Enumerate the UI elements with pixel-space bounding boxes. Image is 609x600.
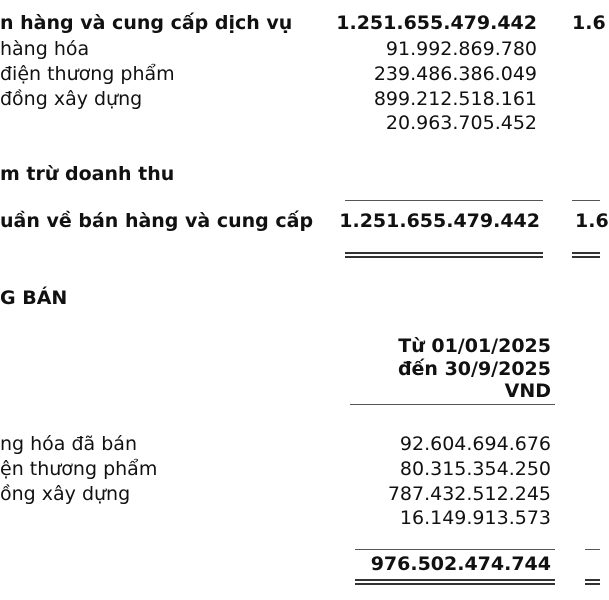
revenue-row-value: 91.992.869.780: [385, 38, 537, 60]
header-rule: [350, 404, 555, 405]
cogs-row-label: ện thương phẩm: [0, 458, 158, 480]
total-double-rule-bottom-prev: [585, 583, 600, 585]
subtotal-rule: [345, 200, 543, 201]
net-revenue-label: uần về bán hàng và cung cấp: [0, 210, 314, 232]
revenue-row-value: 20.963.705.452: [385, 112, 537, 134]
subtotal-rule-prev: [572, 200, 600, 201]
revenue-heading: n hàng và cung cấp dịch vụ: [0, 12, 293, 34]
total-rule: [355, 549, 555, 550]
total-rule-prev: [585, 549, 600, 550]
total-double-rule-bottom: [355, 583, 555, 585]
revenue-deductions-label: m trừ doanh thu: [0, 163, 175, 185]
cogs-total-value: 976.502.474.744: [370, 553, 551, 575]
revenue-row-label: điện thương phẩm: [0, 63, 175, 85]
period-header-line2: đến 30/9/2025: [397, 358, 551, 380]
cogs-row-value: 787.432.512.245: [387, 483, 551, 505]
revenue-row-label: hàng hóa: [0, 38, 90, 60]
revenue-row-label: đồng xây dựng: [0, 88, 143, 110]
double-rule-bottom: [345, 256, 543, 258]
cogs-row-value: 80.315.354.250: [399, 458, 551, 480]
revenue-row-value: 239.486.386.049: [373, 63, 537, 85]
total-double-rule-top: [355, 579, 555, 581]
revenue-total-prev-value: 1.6: [572, 12, 606, 34]
period-header-line1: Từ 01/01/2025: [398, 335, 551, 357]
period-header-currency: VND: [504, 380, 551, 402]
cogs-row-label: ồng xây dựng: [0, 483, 131, 505]
double-rule-bottom-prev: [572, 256, 600, 258]
revenue-row-value: 899.212.518.161: [373, 88, 537, 110]
cogs-row-value: 92.604.694.676: [399, 433, 551, 455]
cogs-heading: G BÁN: [0, 287, 68, 309]
net-revenue-prev-value: 1.6: [575, 210, 609, 232]
net-revenue-value: 1.251.655.479.442: [339, 210, 540, 232]
revenue-total-value: 1.251.655.479.442: [336, 12, 537, 34]
cogs-row-value: 16.149.913.573: [399, 507, 551, 529]
double-rule-top-prev: [572, 252, 600, 254]
double-rule-top: [345, 252, 543, 254]
total-double-rule-top-prev: [585, 579, 600, 581]
cogs-row-label: ng hóa đã bán: [0, 433, 137, 455]
